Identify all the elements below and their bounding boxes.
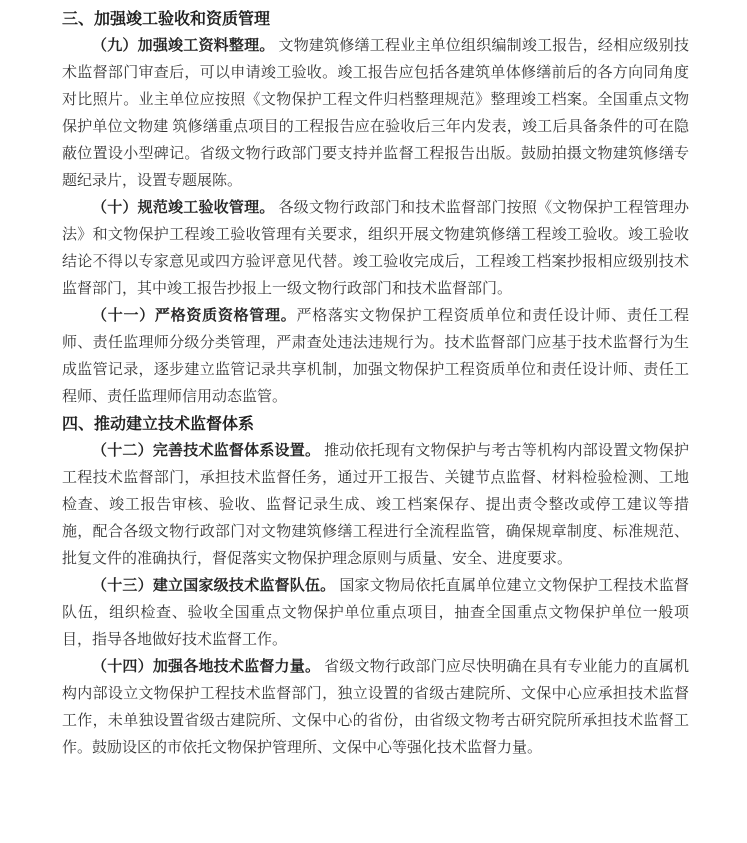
paragraph-9-lead: （九）加强竣工资料整理。 <box>92 38 275 54</box>
paragraph-10-lead: （十）规范竣工验收管理。 <box>92 200 275 216</box>
section-heading-4: 四、推动建立技术监督体系 <box>62 416 255 433</box>
paragraph-10 <box>62 195 689 303</box>
paragraph-14-body: 省级文物行政部门应尽快明确在具有专业能力的直属机构内部设立文物保护工程技术监督部门，独立设置的省级古建院所、文保中心应承担技术监督工作，未单独设置省级古建院所、文保中心的省份，由省级文物考古研究院所承担技术监督工作。鼓励设区的市依托文物保护管理所、文保中心等强化技术监督力量。 <box>62 659 689 756</box>
paragraph-13-body: 国家文物局依托直属单位建立文物保护工程技术监督队伍，组织检查、验收全国重点文物保护单位重点项目，抽查全国重点文物保护单位一般项目，指导各地做好技术监督工作。 <box>62 578 689 648</box>
paragraph-14 <box>62 654 689 762</box>
paragraph-11-body: 严格落实文物保护工程资质单位和责任设计师、责任工程师、责任监理师分级分类管理，严肃查处违法违规行为。技术监督部门应基于技术监督行为生成监管记录，逐步建立监管记录共享机制，加强文物保护工程资质单位和责任设计师、责任工程师、责任监理师信用动态监管。 <box>62 308 689 405</box>
section-heading-3: 三、加强竣工验收和资质管理 <box>62 11 271 28</box>
paragraph-12 <box>62 438 689 573</box>
paragraph-11-lead: （十一）严格资质资格管理。 <box>92 308 297 324</box>
paragraph-9 <box>62 33 689 195</box>
paragraph-10-body: 各级文物行政部门和技术监督部门按照《文物保护工程管理办法》和文物保护工程竣工验收管理有关要求，组织开展文物建筑修缮工程竣工验收。竣工验收结论不得以专家意见或四方验评意见代替。竣工验收完成后，工程竣工档案抄报相应级别技术监督部门，其中竣工报告抄报上一级文物行政部门和技术监督部门。 <box>62 200 689 297</box>
paragraph-12-body: 推动依托现有文物保护与考古等机构内部设置文物保护工程技术监督部门，承担技术监督任务，通过开工报告、关键节点监督、材料检验检测、工地检查、竣工报告审核、验收、监督记录生成、竣工档案保存、提出责令整改或停工建议等措施，配合各级文物行政部门对文物建筑修缮工程进行全流程监管，确保规章制度、标准规范、批复文件的准确执行，督促落实文物保护理念原则与质量、安全、进度要求。 <box>62 443 689 567</box>
paragraph-14-lead: （十四）加强各地技术监督力量。 <box>92 659 321 675</box>
paragraph-11 <box>62 303 689 411</box>
paragraph-12-lead: （十二）完善技术监督体系设置。 <box>92 443 321 459</box>
paragraph-9-body: 文物建筑修缮工程业主单位组织编制竣工报告，经相应级别技术监督部门审查后，可以申请竣工验收。竣工报告应包括各建筑单体修缮前后的各方向同角度对比照片。业主单位应按照《文物保护工程文件归档整理规范》整理竣工档案。全国重点文物保护单位文物建 筑修缮重点项目的工程报告应在验收后三年内发表，竣工后具备条件的可在隐蔽位置设小型碑记。省级文物行政部门要支持并监督工程报告出版。鼓励拍摄文物建筑修缮专题纪录片，设置专题展陈。 <box>62 38 689 189</box>
paragraph-13 <box>62 573 689 654</box>
paragraph-13-lead: （十三）建立国家级技术监督队伍。 <box>92 578 336 594</box>
